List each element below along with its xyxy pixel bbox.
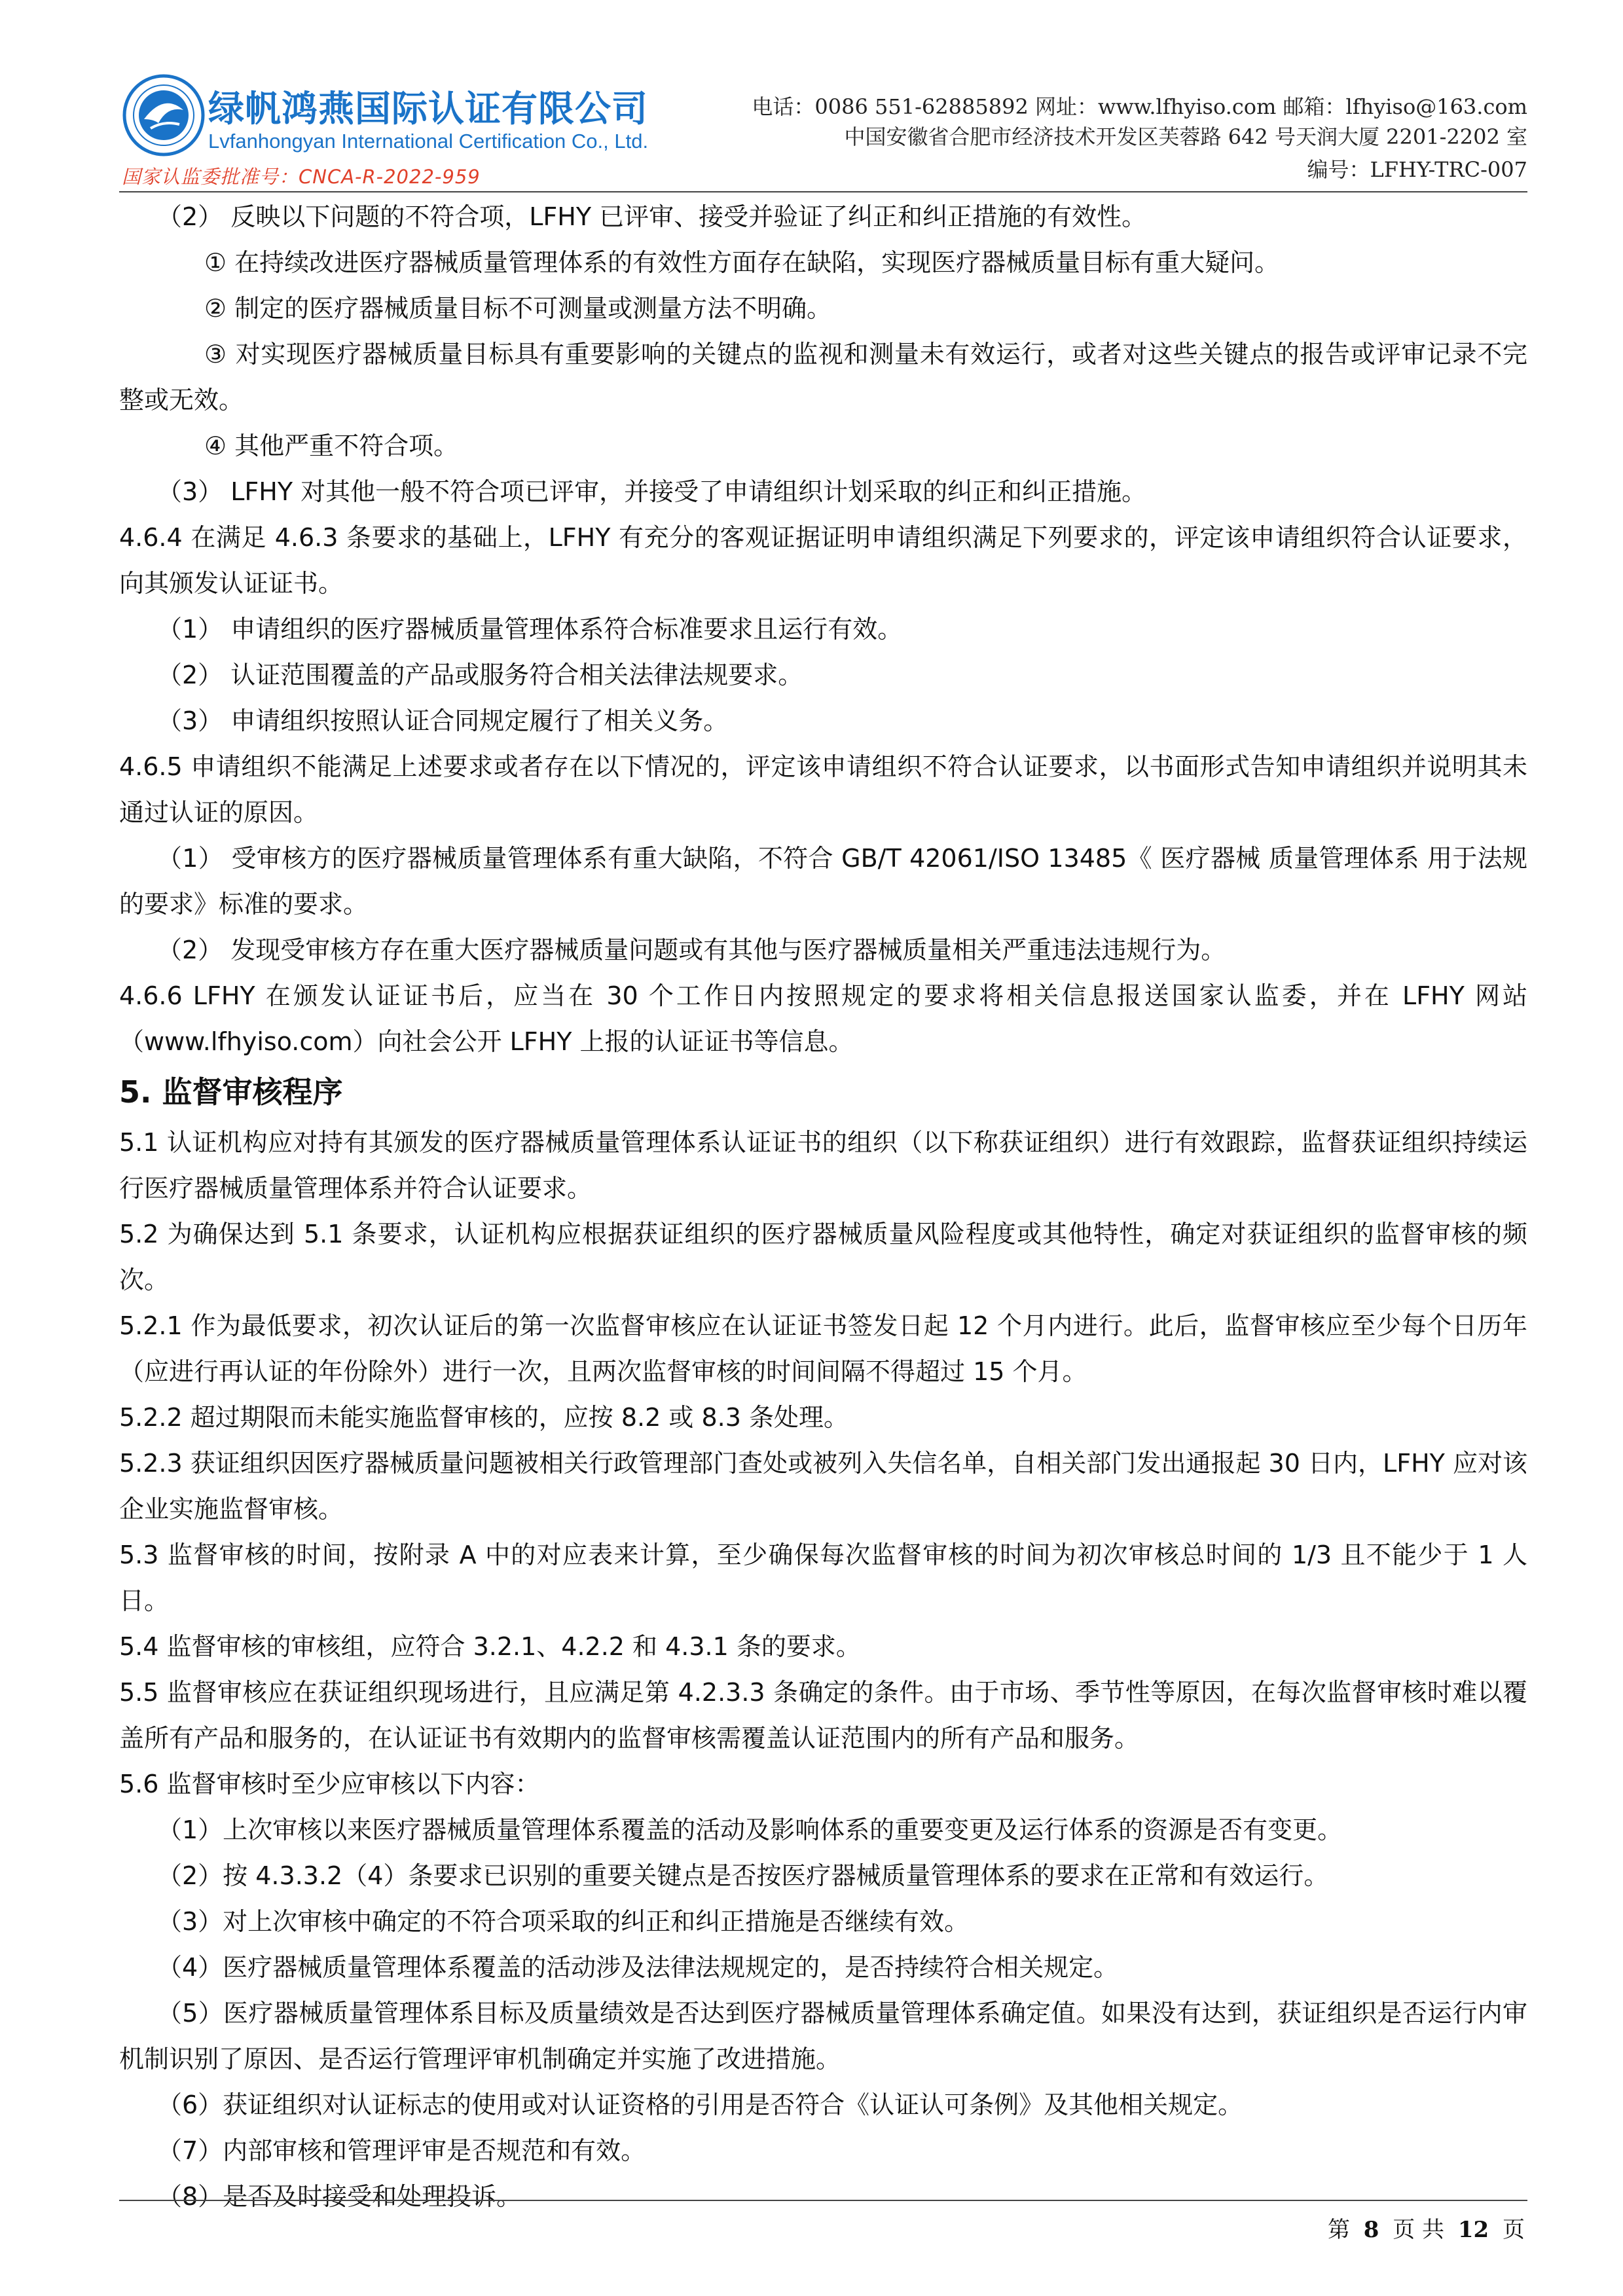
list-item: （6）获证组织对认证标志的使用或对认证资格的引用是否符合《认证认可条例》及其他相关规定。 <box>157 2090 1243 2119</box>
clause-5-3: 5.3 监督审核的时间，按附录 A 中的对应表来计算，至少确保每次监督审核的时间为初次审核总时间的 1/3 且不能少于 1 人日。 <box>119 1540 1527 1615</box>
company-logo-icon <box>122 73 206 157</box>
page-suffix: 页 <box>1503 2217 1525 2243</box>
page-prefix: 第 <box>1327 2217 1350 2243</box>
company-name-cn: 绿帆鸿燕国际认证有限公司 <box>208 88 649 130</box>
list-item: （4）医疗器械质量管理体系覆盖的活动涉及法律法规规定的，是否持续符合相关规定。 <box>157 1953 1119 1982</box>
clause-5-2-1: 5.2.1 作为最低要求，初次认证后的第一次监督审核应在认证证书签发日起 12 个月内进行。此后，监督审核应至少每个日历年（应进行再认证的年份除外）进行一次，且两次监督审核的时间间隔不得超过 15 个月。 <box>119 1311 1527 1386</box>
list-item: （7）内部审核和管理评审是否规范和有效。 <box>157 2136 646 2165</box>
list-item: （2）按 4.3.3.2（4）条要求已识别的重要关键点是否按医疗器械质量管理体系的要求在正常和有效运行。 <box>157 1861 1329 1890</box>
paragraph: ② 制定的医疗器械质量目标不可测量或测量方法不明确。 <box>204 294 832 323</box>
clause-4-6-5: 4.6.5 申请组织不能满足上述要求或者存在以下情况的，评定该申请组织不符合认证要求，以书面形式告知申请组织并说明其未通过认证的原因。 <box>119 752 1527 827</box>
clause-5-2: 5.2 为确保达到 5.1 条要求，认证机构应根据获证组织的医疗器械质量风险程度或其他特性，确定对获证组织的监督审核的频次。 <box>119 1220 1527 1294</box>
page-header <box>0 0 1623 196</box>
list-item: （8）是否及时接受和处理投诉。 <box>157 2182 522 2211</box>
clause-5-2-2: 5.2.2 超过期限而未能实施监督审核的，应按 8.2 或 8.3 条处理。 <box>119 1403 848 1432</box>
document-body <box>119 194 1527 2219</box>
paragraph: （2） 认证范围覆盖的产品或服务符合相关法律法规要求。 <box>157 661 803 689</box>
company-name-en: Lvfanhongyan International Certification Co., Ltd. <box>208 130 649 153</box>
paragraph: （2） 发现受审核方存在重大医疗器械质量问题或有其他与医疗器械质量相关严重违法违规行为。 <box>157 936 1226 964</box>
footer-divider <box>119 2200 1527 2201</box>
approval-number: 国家认监委批准号：CNCA-R-2022-959 <box>122 166 481 188</box>
clause-5-5: 5.5 监督审核应在获证组织现场进行，且应满足第 4.2.3.3 条确定的条件。由于市场、季节性等原因，在每次监督审核时难以覆盖所有产品和服务的，在认证证书有效期内的监督审核需覆盖认证范围内的所有产品和服务。 <box>119 1678 1527 1753</box>
list-item: （3）对上次审核中确定的不符合项采取的纠正和纠正措施是否继续有效。 <box>157 1907 970 1936</box>
page-number <box>1328 2212 1525 2244</box>
paragraph: （3） 申请组织按照认证合同规定履行了相关义务。 <box>157 706 729 735</box>
paragraph: ④ 其他严重不符合项。 <box>204 431 459 460</box>
list-item: （1）上次审核以来医疗器械质量管理体系覆盖的活动及影响体系的重要变更及运行体系的资源是否有变更。 <box>157 1815 1343 1844</box>
paragraph: （1） 受审核方的医疗器械质量管理体系有重大缺陷，不符合 GB/T 42061/ISO 13485《 医疗器械 质量管理体系 用于法规的要求》标准的要求。 <box>119 844 1527 919</box>
contact-line: 电话：0086 551-62885892 网址：www.lfhyiso.com 邮箱：lfhyiso@163.com <box>752 94 1527 119</box>
page-middle: 页 共 <box>1393 2217 1445 2243</box>
clause-5-2-3: 5.2.3 获证组织因医疗器械质量问题被相关行政管理部门查处或被列入失信名单，自相关部门发出通报起 30 日内，LFHY 应对该企业实施监督审核。 <box>119 1449 1527 1523</box>
paragraph: （1） 申请组织的医疗器械质量管理体系符合标准要求且运行有效。 <box>157 615 903 644</box>
clause-5-1: 5.1 认证机构应对持有其颁发的医疗器械质量管理体系认证证书的组织（以下称获证组织）进行有效跟踪，监督获证组织持续运行医疗器械质量管理体系并符合认证要求。 <box>119 1128 1527 1203</box>
clause-5-6: 5.6 监督审核时至少应审核以下内容： <box>119 1770 540 1798</box>
header-divider <box>119 191 1527 192</box>
current-page: 8 <box>1363 2217 1379 2243</box>
paragraph: （2） 反映以下问题的不符合项，LFHY 已评审、接受并验证了纠正和纠正措施的有效性。 <box>157 202 1147 231</box>
paragraph: ① 在持续改进医疗器械质量管理体系的有效性方面存在缺陷，实现医疗器械质量目标有重大疑问。 <box>204 248 1280 277</box>
clause-4-6-4: 4.6.4 在满足 4.6.3 条要求的基础上，LFHY 有充分的客观证据证明申请组织满足下列要求的，评定该申请组织符合认证要求，向其颁发认证证书。 <box>119 523 1527 598</box>
section-5-title: 5. 监督审核程序 <box>119 1074 343 1110</box>
address-line: 中国安徽省合肥市经济技术开发区芙蓉路 642 号天润大厦 2201-2202 室 <box>844 124 1527 149</box>
paragraph: ③ 对实现医疗器械质量目标具有重要影响的关键点的监视和测量未有效运行，或者对这些关键点的报告或评审记录不完整或无效。 <box>119 340 1527 414</box>
clause-4-6-6: 4.6.6 LFHY 在颁发认证证书后，应当在 30 个工作日内按照规定的要求将相关信息报送国家认监委，并在 LFHY 网站（www.lfhyiso.com）向社会公开 LFHY 上报的认证证书等信息。 <box>119 981 1527 1056</box>
list-item: （5）医疗器械质量管理体系目标及质量绩效是否达到医疗器械质量管理体系确定值。如果没有达到，获证组织是否运行内审机制识别了原因、是否运行管理评审机制确定并实施了改进措施。 <box>119 1999 1527 2073</box>
total-pages: 12 <box>1457 2217 1489 2243</box>
document-number: 编号：LFHY-TRC-007 <box>1307 157 1527 182</box>
clause-5-4: 5.4 监督审核的审核组，应符合 3.2.1、4.2.2 和 4.3.1 条的要求。 <box>119 1632 861 1661</box>
paragraph: （3） LFHY 对其他一般不符合项已评审，并接受了申请组织计划采取的纠正和纠正措施。 <box>157 477 1147 506</box>
